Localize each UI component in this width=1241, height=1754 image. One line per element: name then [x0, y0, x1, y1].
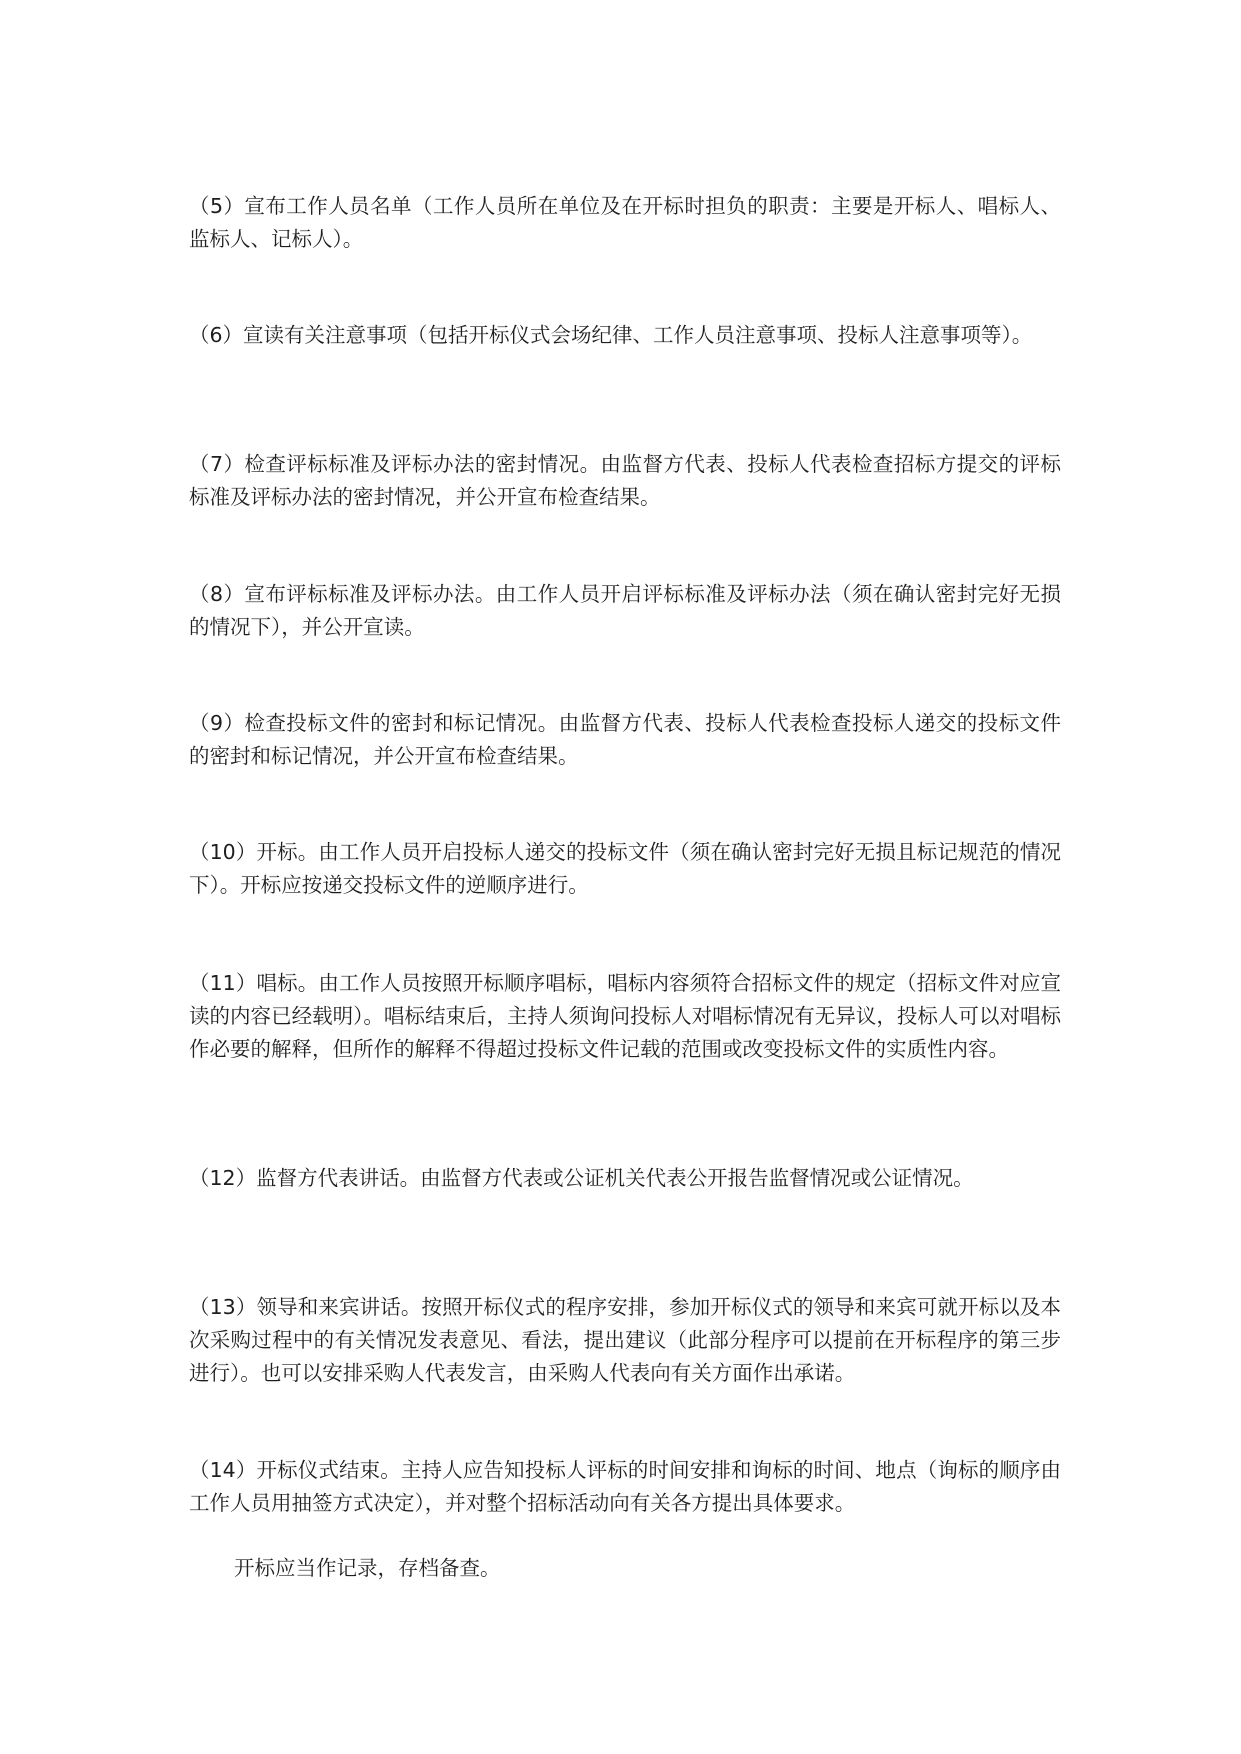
paragraph-item-8: （8）宣布评标标准及评标办法。由工作人员开启评标标准及评标办法（须在确认密封完好无损的情况下），并公开宣读。	[189, 582, 1061, 639]
paragraph-item-5: （5）宣布工作人员名单（工作人员所在单位及在开标时担负的职责：主要是开标人、唱标人、监标人、记标人）。	[189, 194, 1061, 251]
paragraph-item-13: （13）领导和来宾讲话。按照开标仪式的程序安排，参加开标仪式的领导和来宾可就开标以及本次采购过程中的有关情况发表意见、看法，提出建议（此部分程序可以提前在开标程序的第三步进行）。也可以安排采购人代表发言，由采购人代表向有关方面作出承诺。	[189, 1295, 1061, 1385]
paragraph-item-10: （10）开标。由工作人员开启投标人递交的投标文件（须在确认密封完好无损且标记规范的情况下）。开标应按递交投标文件的逆顺序进行。	[189, 840, 1061, 897]
paragraph-item-7: （7）检查评标标准及评标办法的密封情况。由监督方代表、投标人代表检查招标方提交的评标标准及评标办法的密封情况，并公开宣布检查结果。	[189, 452, 1061, 509]
paragraph-item-14: （14）开标仪式结束。主持人应告知投标人评标的时间安排和询标的时间、地点（询标的顺序由工作人员用抽签方式决定），并对整个招标活动向有关各方提出具体要求。	[189, 1458, 1061, 1515]
paragraph-item-11: （11）唱标。由工作人员按照开标顺序唱标，唱标内容须符合招标文件的规定（招标文件对应宣读的内容已经载明）。唱标结束后，主持人须询问投标人对唱标情况有无异议，投标人可以对唱标作必要的解释，但所作的解释不得超过投标文件记载的范围或改变投标文件的实质性内容。	[189, 971, 1061, 1061]
paragraph-item-9: （9）检查投标文件的密封和标记情况。由监督方代表、投标人代表检查投标人递交的投标文件的密封和标记情况，并公开宣布检查结果。	[189, 711, 1061, 768]
paragraph-item-12: （12）监督方代表讲话。由监督方代表或公证机关代表公开报告监督情况或公证情况。	[189, 1166, 974, 1190]
paragraph-item-6: （6）宣读有关注意事项（包括开标仪式会场纪律、工作人员注意事项、投标人注意事项等）。	[189, 323, 1033, 347]
closing-note: 开标应当作记录，存档备查。	[234, 1556, 501, 1580]
